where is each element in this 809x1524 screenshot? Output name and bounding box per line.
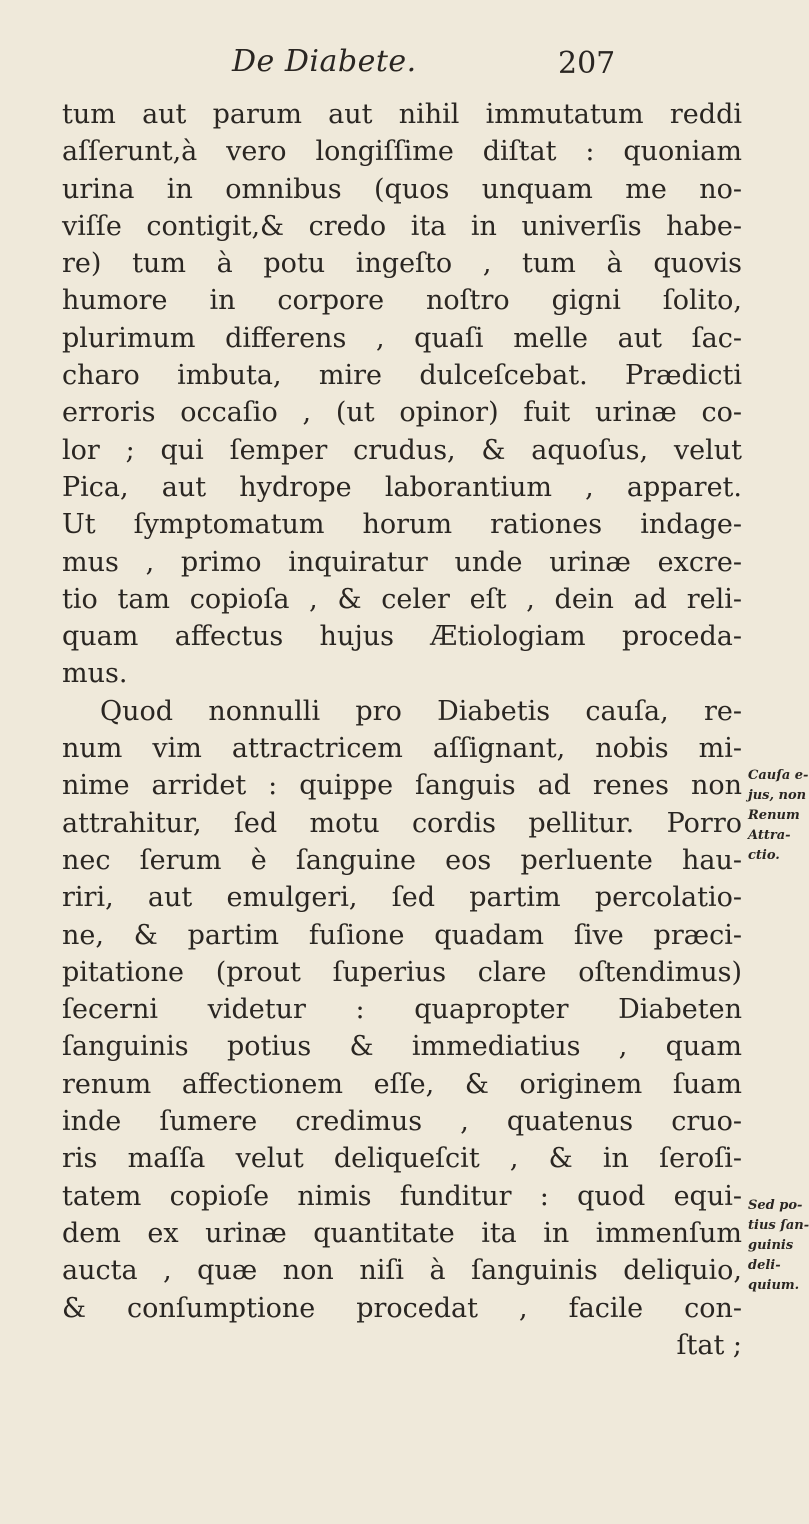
text-line: mus. — [62, 658, 128, 690]
text-line: ſanguinis potius & immediatius , quam — [62, 1031, 742, 1063]
text-line: ris maſſa velut deliqueſcit , & in ſeroſi- — [62, 1143, 742, 1175]
text-line: urina in omnibus (quos unquam me no- — [62, 173, 742, 205]
text-line: re) tum à potu ingeſto , tum à quovis — [62, 248, 742, 280]
text-line: charo imbuta, mire dulceſcebat. Prædicti — [62, 360, 742, 392]
text-line: & conſumptione procedat , facile con- — [62, 1292, 742, 1324]
text-line: erroris occaſio , (ut opinor) fuit urinæ co- — [62, 397, 742, 429]
text-line: Quod nonnulli pro Diabetis cauſa, re- — [100, 695, 742, 727]
running-title: De Diabete. — [232, 44, 417, 79]
margin-note-renum — [748, 766, 809, 866]
text-line: Ut ſymptomatum horum rationes indage- — [62, 509, 742, 541]
page-header — [0, 44, 800, 84]
text-line: tum aut parum aut nihil immutatum reddi — [62, 99, 742, 130]
text-line: inde ſumere credimus , quatenus cruo- — [62, 1106, 742, 1138]
text-line: mus , primo inquiratur unde urinæ excre- — [62, 546, 742, 578]
text-line: riri, aut emulgeri, ſed partim percolatio- — [62, 882, 742, 914]
text-line: ſecerni videtur : quapropter Diabeten — [62, 994, 742, 1026]
text-line: lor ; qui ſemper crudus, & aquoſus, velut — [62, 434, 742, 466]
text-line: nime arridet : quippe ſanguis ad renes non — [62, 770, 742, 802]
text-line: plurimum differens , quaſi melle aut ſac- — [62, 322, 742, 354]
margin-note-line: ctio. — [748, 848, 780, 863]
text-line: ne, & partim fuſione quadam ſive præci- — [62, 919, 742, 951]
text-line: renum affectionem eſſe, & originem ſuam — [62, 1068, 742, 1100]
text-line: aucta , quæ non niſi à ſanguinis deliquio, — [62, 1255, 742, 1287]
margin-note-line: guinis — [748, 1238, 794, 1253]
text-line: aſſerunt,à vero longiſſime diſtat : quoniam — [62, 136, 742, 168]
margin-note-line: Cauſa e- — [748, 768, 809, 783]
margin-note-line: Attra- — [748, 828, 791, 843]
text-line: pitatione (prout ſuperius clare oſtendimus) — [62, 956, 742, 988]
text-line: Pica, aut hydrope laborantium , apparet. — [62, 471, 742, 503]
text-line: ſtat ; — [676, 1329, 742, 1361]
margin-note-sanguinis — [748, 1196, 809, 1296]
text-line: nec ſerum è ſanguine eos perluente hau- — [62, 844, 742, 876]
margin-note-line: Sed po- — [748, 1198, 803, 1213]
text-line: num vim attractricem aſſignant, nobis mi- — [62, 733, 742, 765]
text-line: tio tam copioſa , & celer eſt , dein ad reli- — [62, 583, 742, 615]
margin-note-line: jus, non — [748, 788, 807, 803]
margin-note-line: Renum — [748, 808, 800, 823]
margin-note-line: quium. — [748, 1278, 800, 1293]
text-line: attrahitur, ſed motu cordis pellitur. Porro — [62, 807, 742, 839]
text-line: dem ex urinæ quantitate ita in immenſum — [62, 1217, 742, 1249]
margin-note-line: deli- — [748, 1258, 781, 1273]
text-line: quam affectus hujus Ætiologiam proceda- — [62, 621, 742, 653]
text-line: tatem copioſe nimis funditur : quod equi- — [62, 1180, 742, 1212]
text-line: viſſe contigit,& credo ita in univerſis habe- — [62, 210, 742, 242]
margin-note-line: tius ſan- — [748, 1218, 809, 1233]
text-line: humore in corpore noſtro gigni ſolito, — [62, 285, 742, 317]
page-number: 207 — [558, 46, 616, 81]
body-text — [62, 96, 742, 1364]
